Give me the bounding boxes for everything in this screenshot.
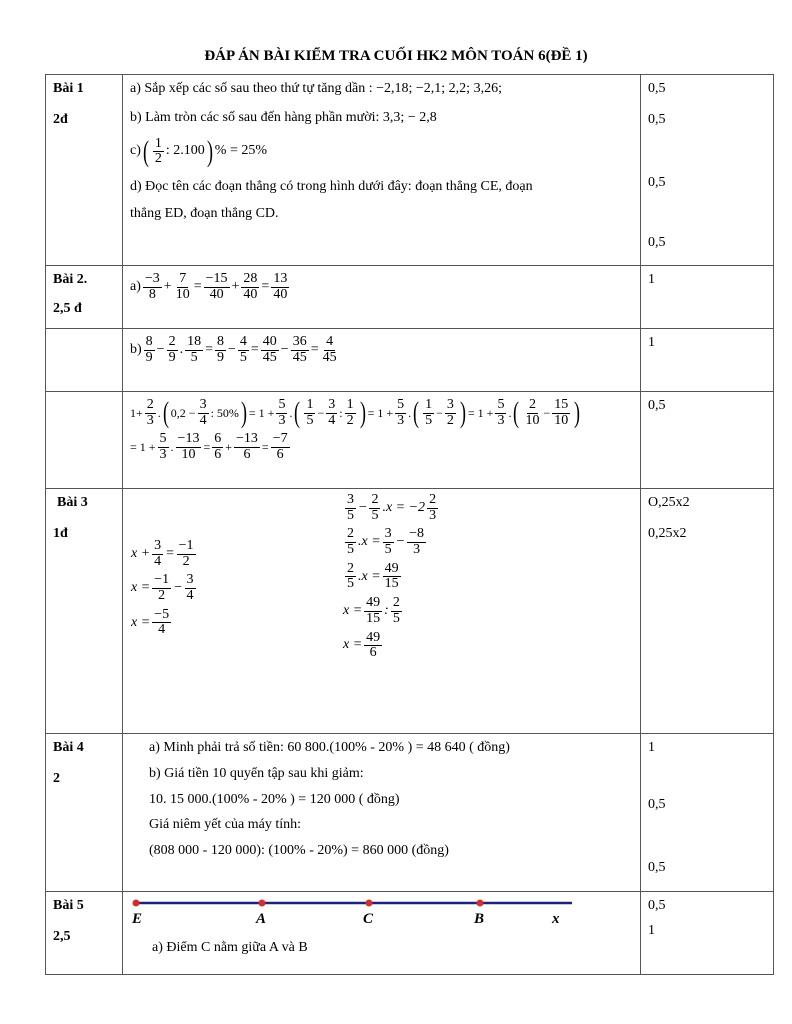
equation-left: x + $\frac{3}{4}$ = $\frac{-1}{2}$ x = $\frac{-1}{2}$ − $\frac{3}{4}$ x = $\frac{-5}{4}$: [131, 538, 194, 638]
equation-right: $\frac{3}{5}$ − $\frac{2}{5}$ .x = −2 $\frac{2}{3}$ $\frac{2}{5}$ .x = $\frac{3}{5}$ − $\frac{-8}{3}$ $\frac{2}{5}$ .x = $\frac{49}{15}$ x = $\frac{49}{15}$ : $\frac{2}{5}$ x = $\frac{49}{6}$: [343, 492, 437, 661]
table-row: Bài 1 2đ a) Sắp xếp các số sau theo thứ tự tăng dần : −2,18; −2,1; 2,2; 3,26; b) Làm tròn các số sau đến hàng phần mười: 3,3; − 2,8 c) ( $\frac{1}{2}$ : 2.100 ) % = 25% d) Đọc tên các đoạn thẳng có trong hình dưới đây: đoạn thẳng CE, đoạn thẳng ED, đoạn thẳng CD. 0,5 0,5 0,5 0,5: [46, 75, 774, 266]
table-row: [46, 266, 774, 329]
table-row: 1+ $\frac{2}{3}$ . ( 0,2 − $\frac{3}{4}$ : 50% ) = 1 + $\frac{5}{3}$ . ( $\frac{1}{5}$ − $\frac{3}{4}$ : $\frac{1}{2}$ ) = 1 + $\frac{5}{3}$ . ( $\frac{1}{5}$ − $\frac{3}{2}$ ) = 1 + $\frac{5}{3}$ . ( $\frac{2}{10}$ − $\frac{15}{10}$ ) = 1 + $\frac{5}{3}$ . $\frac{-13}{10}$ = $\frac{6}{6}$ + $\frac{-13}{6}$ = $\frac{-7}{6}$ 0,5: [46, 392, 774, 489]
point-label: B: [474, 911, 485, 927]
score: 0,5: [648, 235, 666, 251]
answer-b: b) Làm tròn các số sau đến hàng phần mười: 3,3; − 2,8: [130, 109, 437, 125]
ray-diagram: [130, 894, 580, 928]
score: O,25x2: [648, 495, 690, 510]
point-c: [366, 900, 373, 907]
answer-b: b) Giá tiền 10 quyển tập sau khi giảm:: [149, 765, 364, 781]
table-row: [46, 329, 774, 392]
answer-a: a) Điểm C nằm giữa A và B: [152, 939, 308, 955]
answer-table: [45, 74, 774, 975]
table-row: Bài 4 2 a) Minh phải trả số tiền: 60 800.(100% - 20% ) = 48 640 ( đồng) b) Giá tiền 10 quyển tập sau khi giảm: 10. 15 000.(100% - 20% ) = 120 000 ( đồng) Giá niêm yết của máy tính: (808 000 - 120 000): (100% - 20%) = 860 000 (đồng) 1 0,5 0,5: [46, 734, 774, 892]
score: 1: [648, 740, 655, 755]
score: 0,5: [648, 174, 666, 190]
page-title: ĐÁP ÁN BÀI KIỂM TRA CUỐI HK2 MÔN TOÁN 6(ĐỀ 1): [204, 48, 588, 64]
score: 0,5: [648, 111, 666, 127]
answer-a: a) Sắp xếp các số sau theo thứ tự tăng dần : −2,18; −2,1; 2,2; 3,26;: [130, 81, 502, 96]
point-label: A: [256, 911, 267, 927]
answer-d: d) Đọc tên các đoạn thẳng có trong hình dưới đây: đoạn thẳng CE, đoạn: [130, 178, 533, 194]
exercise-label: Bài 3: [57, 495, 88, 510]
exercise-label: Bài 2.: [53, 272, 88, 287]
answer-c: c) ( $\frac{1}{2}$ : 2.100 ) % = 25%: [130, 134, 268, 168]
score: 0,25x2: [648, 525, 687, 541]
point-b: [477, 900, 484, 907]
exercise-points: 1đ: [53, 525, 68, 541]
score: 0,5: [648, 859, 666, 875]
table-row: [46, 892, 774, 975]
answer-a: a) Minh phải trả số tiền: 60 800.(100% - 20% ) = 48 640 ( đồng): [149, 740, 510, 755]
score: 1: [648, 335, 655, 350]
exercise-points: 2: [53, 770, 60, 786]
point-label: x: [552, 911, 560, 927]
point-label: C: [363, 911, 374, 927]
score: 0,5: [648, 81, 666, 96]
point-label: E: [132, 911, 143, 927]
score: 0,5: [648, 796, 666, 812]
exercise-points: 2,5: [53, 928, 71, 944]
point-a: [259, 900, 266, 907]
table-row: [46, 489, 774, 734]
answer-b: b) $\frac{8}{9}$ − $\frac{2}{9}$ . $\frac{18}{5}$ = $\frac{8}{9}$ − $\frac{4}{5}$ = $\frac{40}{45}$ − $\frac{36}{45}$ = $\frac{4}{45}$: [130, 334, 337, 365]
answer-a: a) $\frac{-3}{8}$ + $\frac{7}{10}$ = $\frac{-15}{40}$ + $\frac{28}{40}$ = $\frac{13}{40}$: [130, 271, 288, 302]
exercise-label: Bài 5: [53, 898, 84, 913]
exercise-label: Bài 4: [53, 740, 84, 755]
exercise-label: Bài 1: [53, 81, 84, 96]
exercise-points: 2,5 đ: [53, 300, 82, 316]
fraction: $\frac{1}{2}$: [154, 135, 162, 167]
point-e: [133, 900, 140, 907]
score: 0,5: [648, 898, 666, 913]
score: 0,5: [648, 398, 666, 413]
exercise-points: 2đ: [53, 111, 68, 127]
score: 1: [648, 922, 655, 938]
score: 1: [648, 272, 655, 287]
answer-c: 1+ $\frac{2}{3}$ . ( 0,2 − $\frac{3}{4}$ : 50% ) = 1 + $\frac{5}{3}$ . ( $\frac{1}{5}$ − $\frac{3}{4}$ : $\frac{1}{2}$ ) = 1 + $\frac{5}{3}$ . ( $\frac{1}{5}$ − $\frac{3}{2}$ ) = 1 + $\frac{5}{3}$ . ( $\frac{2}{10}$ − $\frac{15}{10}$ ): [130, 396, 581, 430]
